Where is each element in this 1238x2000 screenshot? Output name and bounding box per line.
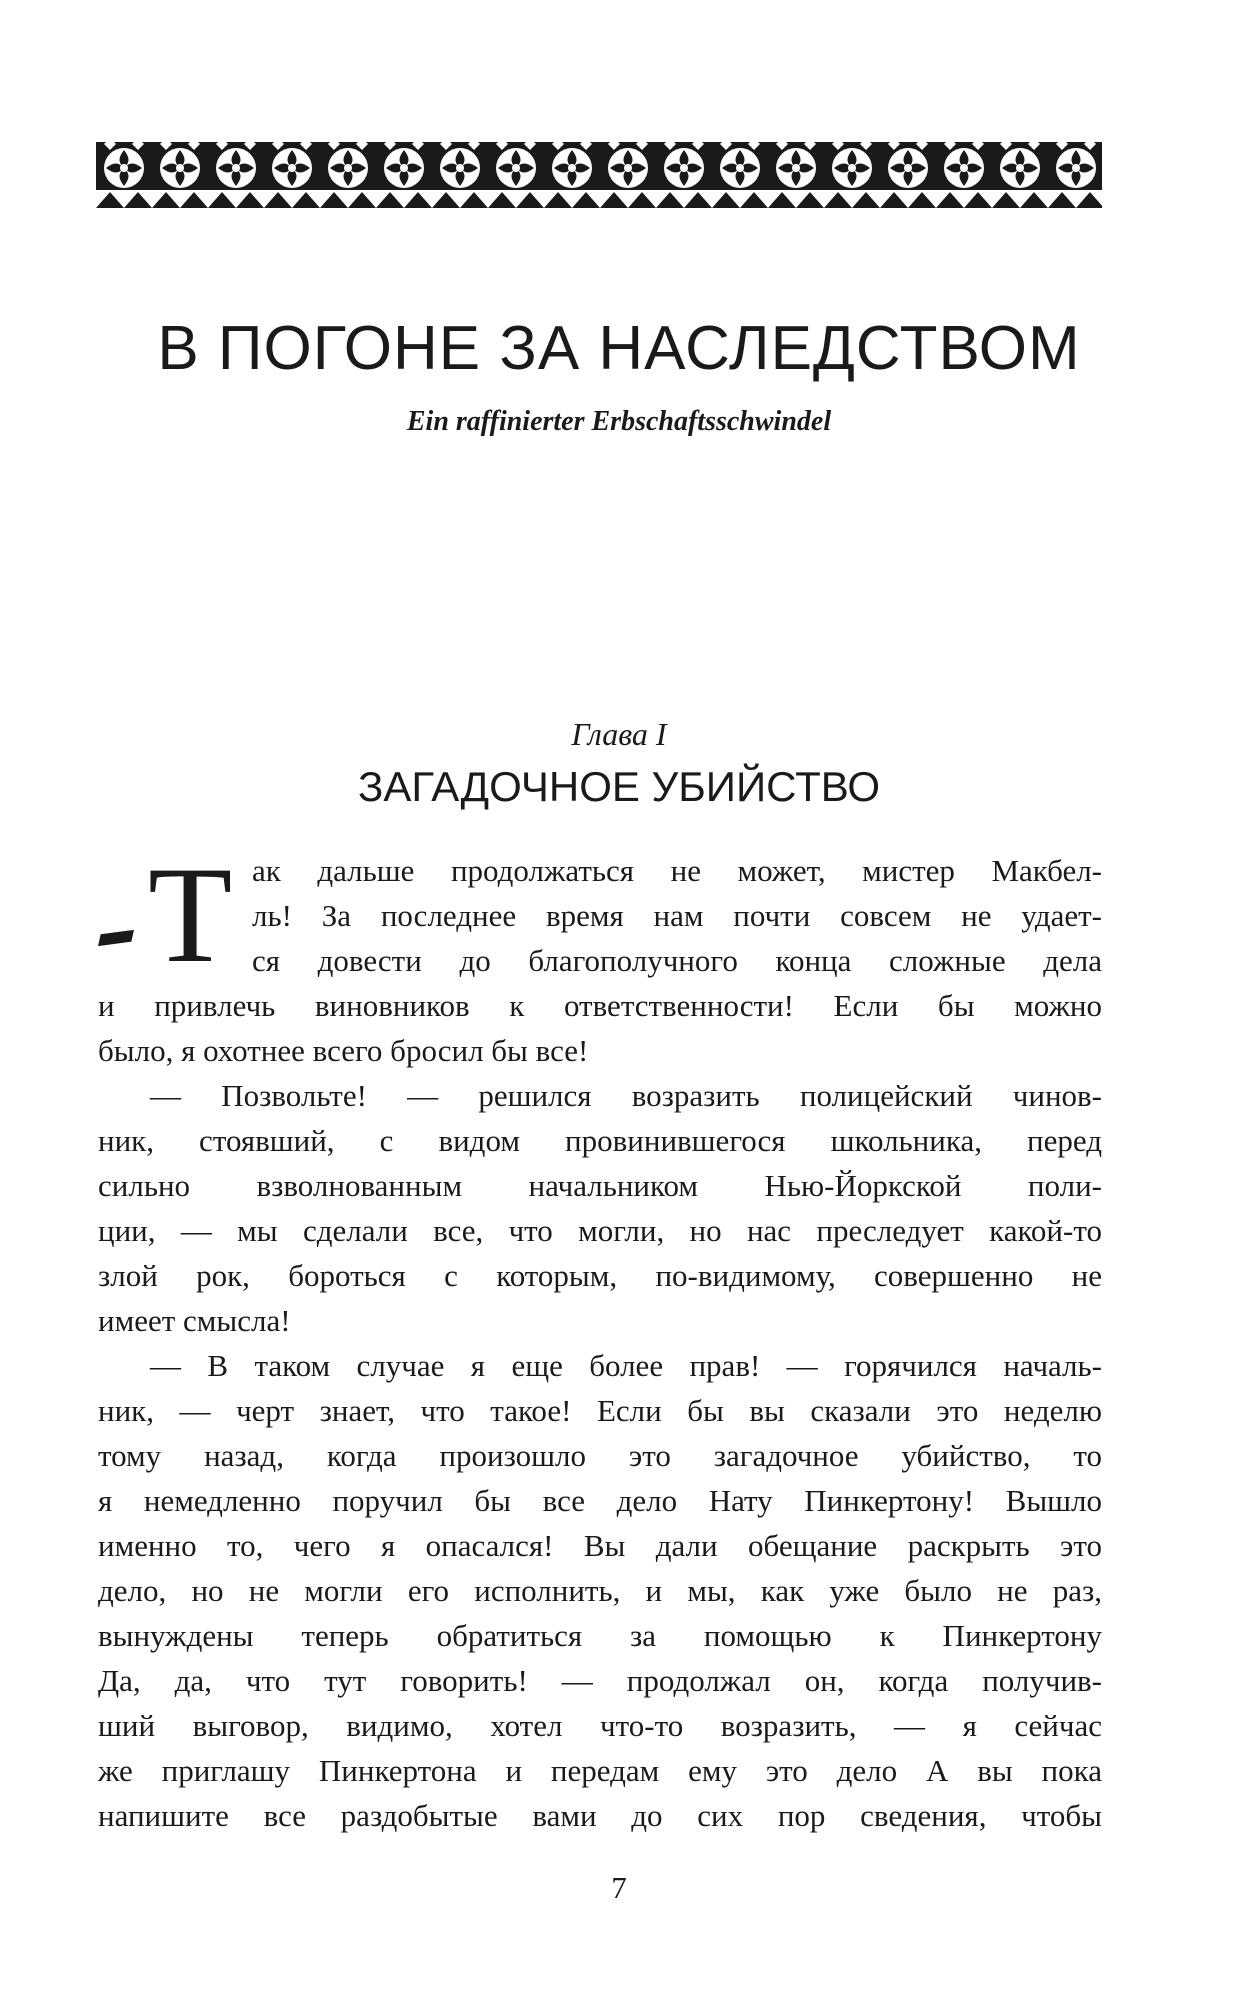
text-line: ся довести до благополучного конца сложные дела: [252, 943, 1102, 978]
text-line: я немедленно поручил бы все дело Нату Пинкертону! Вышло: [98, 1483, 1102, 1518]
text-line: Да, да, что тут говорить! — продолжал он, когда получив-: [98, 1663, 1102, 1698]
ornamental-border: [96, 138, 1102, 208]
text-line: злой рок, бороться с которым, по-видимому, совершенно не: [98, 1258, 1102, 1293]
text-line: напишите все раздобытые вами до сих пор сведения, чтобы: [98, 1798, 1102, 1833]
text-line: ак дальше продолжаться не может, мистер Макбел-: [252, 853, 1102, 888]
text-line: — Позвольте! — решился возразить полицейский чинов-: [150, 1078, 1102, 1113]
body-text: [98, 838, 1102, 1838]
text-line: именно то, чего я опасался! Вы дали обещание раскрыть это: [98, 1528, 1102, 1563]
text-line: ший выговор, видимо, хотел что-то возразить, — я сейчас: [98, 1708, 1102, 1743]
book-title: В ПОГОНЕ ЗА НАСЛЕДСТВОМ: [157, 314, 1081, 383]
text-line: было, я охотнее всего бросил бы все!: [98, 1033, 589, 1068]
text-line: дело, но не могли его исполнить, и мы, как уже было не раз,: [98, 1573, 1102, 1608]
text-line: тому назад, когда произошло это загадочное убийство, то: [98, 1438, 1102, 1473]
drop-cap: Т: [148, 838, 233, 991]
book-subtitle: Ein raffinierter Erbschaftsschwindel: [406, 406, 832, 437]
text-line: и привлечь виновников к ответственности! Если бы можно: [98, 988, 1102, 1023]
text-line: — В таком случае я еще более прав! — горячился началь-: [150, 1348, 1102, 1383]
text-line: сильно взволнованным начальником Нью-Йоркской поли-: [98, 1168, 1102, 1203]
chapter-label: Глава I: [571, 716, 667, 752]
text-line: же приглашу Пинкертона и передам ему это дело А вы пока: [98, 1753, 1102, 1788]
page-number: 7: [611, 1870, 627, 1905]
text-line: ль! За последнее время нам почти совсем не удает-: [252, 898, 1102, 933]
text-line: ник, — черт знает, что такое! Если бы вы сказали это неделю: [98, 1393, 1102, 1428]
text-line: вынуждены теперь обратиться за помощью к Пинкертону: [98, 1618, 1102, 1653]
chapter-title: ЗАГАДОЧНОЕ УБИЙСТВО: [357, 763, 881, 810]
text-line: ник, стоявший, с видом провинившегося школьника, перед: [98, 1123, 1102, 1158]
text-line: ции, — мы сделали все, что могли, но нас преследует какой-то: [98, 1213, 1102, 1248]
text-line: имеет смысла!: [98, 1303, 291, 1338]
